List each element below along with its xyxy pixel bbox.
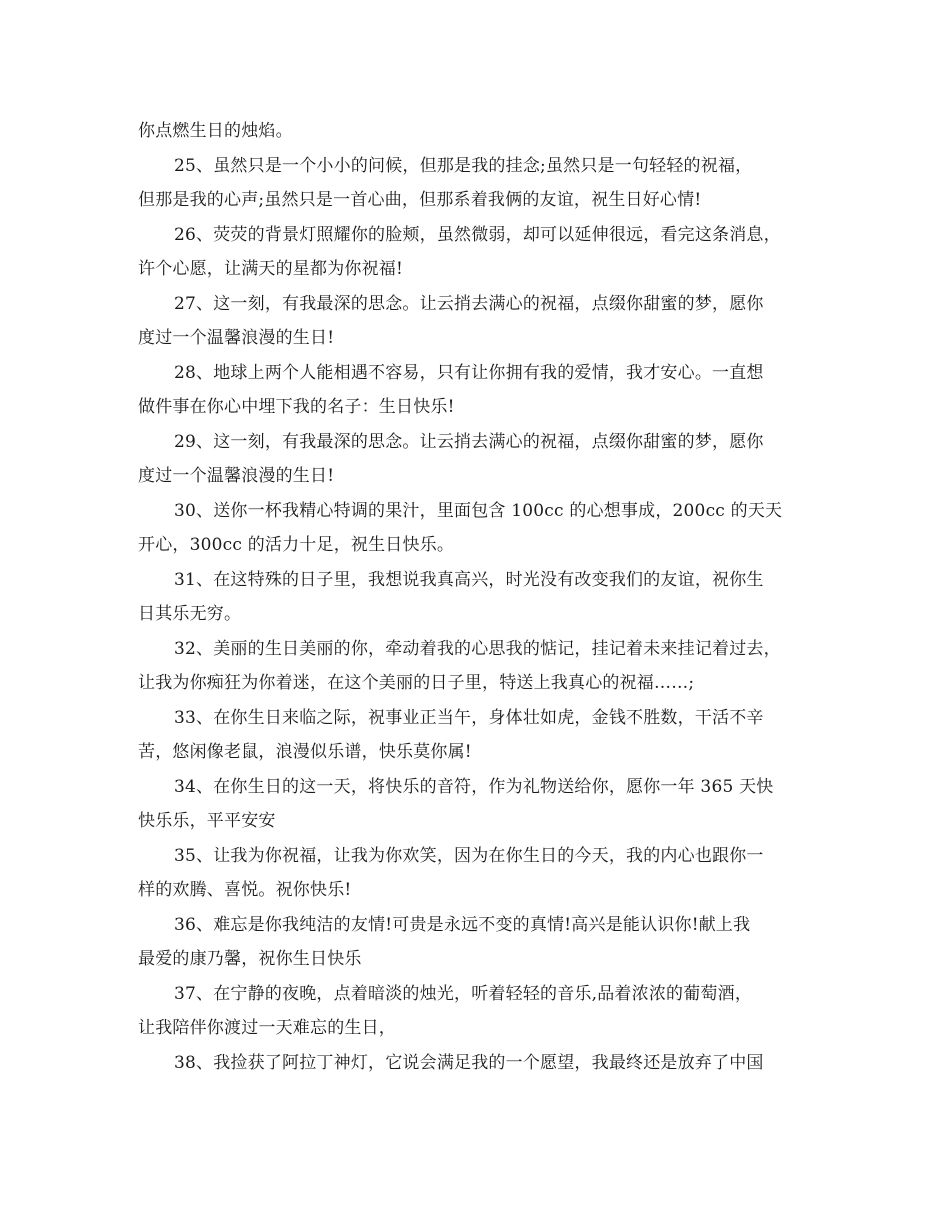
text-line: 34、在你生日的这一天，将快乐的音符，作为礼物送给你，愿你一年 365 天快	[174, 776, 774, 797]
text-line: 最爱的康乃馨，祝你生日快乐	[138, 949, 362, 969]
text-line: 你点燃生日的烛焰。	[138, 121, 293, 141]
text-line: 开心，300cc 的活力十足，祝生日快乐。	[138, 535, 455, 555]
text-line: 度过一个温馨浪漫的生日!	[138, 328, 335, 348]
text-line: 37、在宁静的夜晚，点着暗淡的烛光，听着轻轻的音乐,品着浓浓的葡萄酒，	[174, 983, 753, 1004]
text-line: 29、这一刻，有我最深的思念。让云捎去满心的祝福，点缀你甜蜜的梦，愿你	[174, 431, 764, 452]
text-line: 26、荧荧的背景灯照耀你的脸颊，虽然微弱，却可以延伸很远，看完这条消息，	[174, 224, 781, 245]
text-line: 33、在你生日来临之际，祝事业正当午，身体壮如虎，金钱不胜数，干活不辛	[174, 707, 764, 728]
text-line: 25、虽然只是一个小小的问候，但那是我的挂念;虽然只是一句轻轻的祝福，	[174, 155, 753, 176]
text-line: 让我陪伴你渡过一天难忘的生日，	[138, 1018, 396, 1038]
text-line: 31、在这特殊的日子里，我想说我真高兴，时光没有改变我们的友谊，祝你生	[174, 569, 764, 590]
text-line: 32、美丽的生日美丽的你，牵动着我的心思我的惦记，挂记着未来挂记着过去，	[174, 638, 781, 659]
text-line: 38、我捡获了阿拉丁神灯，它说会满足我的一个愿望，我最终还是放弃了中国	[174, 1052, 764, 1073]
text-line: 但那是我的心声;虽然只是一首心曲，但那系着我俩的友谊，祝生日好心情!	[138, 190, 702, 210]
text-line: 35、让我为你祝福，让我为你欢笑，因为在你生日的今天，我的内心也跟你一	[174, 845, 764, 866]
document-body	[138, 114, 818, 1080]
text-line: 样的欢腾、喜悦。祝你快乐!	[138, 880, 352, 900]
text-line: 许个心愿，让满天的星都为你祝福!	[138, 259, 404, 279]
text-line: 日其乐无穷。	[138, 604, 242, 624]
text-line: 苦，悠闲像老鼠，浪漫似乐谱，快乐莫你属!	[138, 742, 472, 762]
text-line: 让我为你痴狂为你着迷，在这个美丽的日子里，特送上我真心的祝福……;	[138, 673, 695, 693]
text-line: 36、难忘是你我纯洁的友情!可贵是永远不变的真情!高兴是能认识你!献上我	[174, 914, 751, 935]
text-line: 28、地球上两个人能相遇不容易，只有让你拥有我的爱情，我才安心。一直想	[174, 362, 764, 383]
text-line: 做件事在你心中埋下我的名子：生日快乐!	[138, 397, 455, 417]
text-line: 快乐乐，平平安安	[138, 811, 276, 831]
text-line: 度过一个温馨浪漫的生日!	[138, 466, 335, 486]
text-line: 27、这一刻，有我最深的思念。让云捎去满心的祝福，点缀你甜蜜的梦，愿你	[174, 293, 764, 314]
text-line: 30、送你一杯我精心特调的果汁，里面包含 100cc 的心想事成，200cc 的天天	[174, 500, 783, 521]
